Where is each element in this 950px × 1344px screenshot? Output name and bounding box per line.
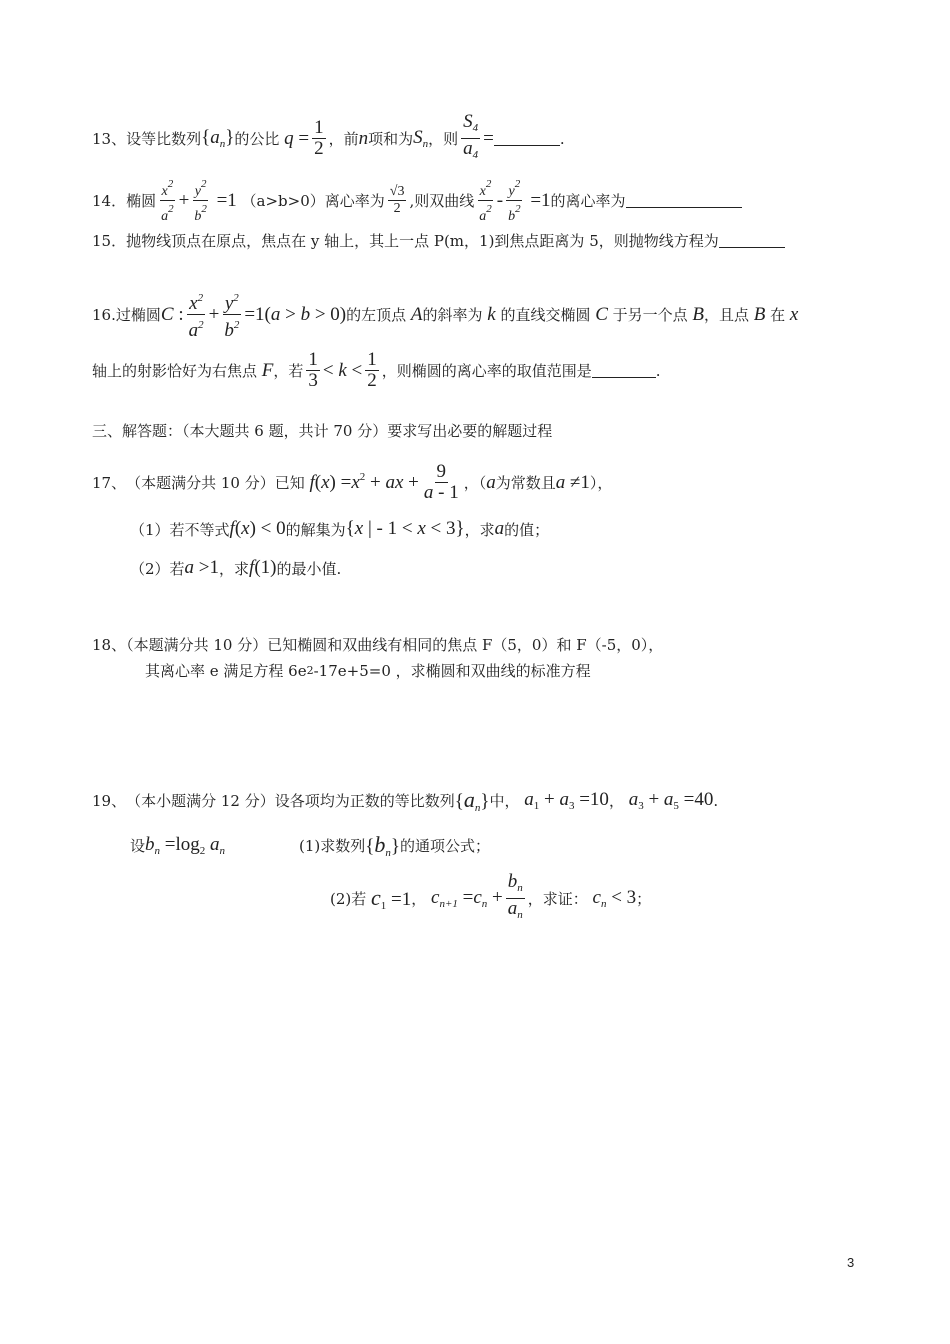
question-17: 17、 （本题满分共 10 分）已知 f $(x) =x^2$ + ax + $\frac{9}{a - 1}$ ，（ a 为常数且 a ≠1 ）， bbox=[92, 461, 613, 503]
question-16: 16. 过椭圆 C : $\frac{x^2}{a^2}$ + $\frac{y^2}{b^2}$ =1(a > b > 0) 的左顶点 A 的斜率为 k 的直线交椭圆 C 于另一个点 B ，且点 B 在 x bbox=[92, 288, 798, 341]
answer-blank bbox=[494, 131, 560, 146]
question-19-line-3: (2)若 $c_1 =1$ ， $c_{n+1} =c_n$ + $\frac{b_n}{a_n}$ ，求证： $c_n < 3$ ； bbox=[330, 871, 652, 921]
question-17-part-2: （2）若 a >1 ，求 f(1) 的最小值. bbox=[130, 557, 342, 578]
section-3-heading: 三、解答题：（本大题共 6 题，共计 70 分）要求写出必要的解题过程 bbox=[92, 422, 553, 440]
answer-blank bbox=[626, 193, 742, 208]
question-19-line-2: 设 $b_n =\log_2$ $a_n$ (1)求数列 $\{b_n\}$ 的通项公式； bbox=[130, 832, 491, 859]
question-19: 19、 （本小题满分 12 分）设各项均为正数的等比数列 $\{a_n\}$ 中， $a_1 + a_3 =10$ ， $a_3 + a_5 =40$ . bbox=[92, 787, 719, 814]
answer-blank bbox=[719, 233, 785, 248]
question-18: 18、（本题满分共 10 分）已知椭圆和双曲线有相同的焦点 F（5，0）和 F（-5，0）， bbox=[92, 636, 664, 654]
question-17-part-1: （1）若不等式 f(x) < 0 的解集为 {x | - 1 < x < 3} ，求 a 的值； bbox=[130, 518, 550, 539]
page-number: 3 bbox=[847, 1255, 855, 1270]
question-15: 15．抛物线顶点在原点，焦点在 y 轴上，其上一点 P(m，1)到焦点距离为 5，则抛物线方程为 bbox=[92, 230, 785, 251]
question-16-line-2: 轴上的射影恰好为右焦点 F ，若 $\frac{1}{3}$ < k < $\frac{1}{2}$ ，则椭圆的离心率的取值范围是 . bbox=[92, 349, 661, 391]
answer-blank bbox=[592, 363, 656, 378]
question-13: 13、 设等比数列 $\{a_n\}$ 的公比 q = $\frac{1}{2}$ ，前 n 项和为 $S_n$ ，则 $\frac{S_4}{a_4}$ = . bbox=[92, 111, 565, 161]
question-14: 14． 椭圆 $\frac{x^2}{a^2}$ + $\frac{y^2}{b^2}$ =1 （a>b>0）离心率为 $\frac{√3}{2}$ ,则双曲线 $\frac{x^2}{a^2}$ - $\frac{y^2}{b^2}$ =1 的离心率为 bbox=[92, 176, 742, 225]
question-18-line-2: 其离心率 e 满足方程 6e 2 -17e+5=0 ，求椭圆和双曲线的标准方程 bbox=[145, 662, 591, 680]
